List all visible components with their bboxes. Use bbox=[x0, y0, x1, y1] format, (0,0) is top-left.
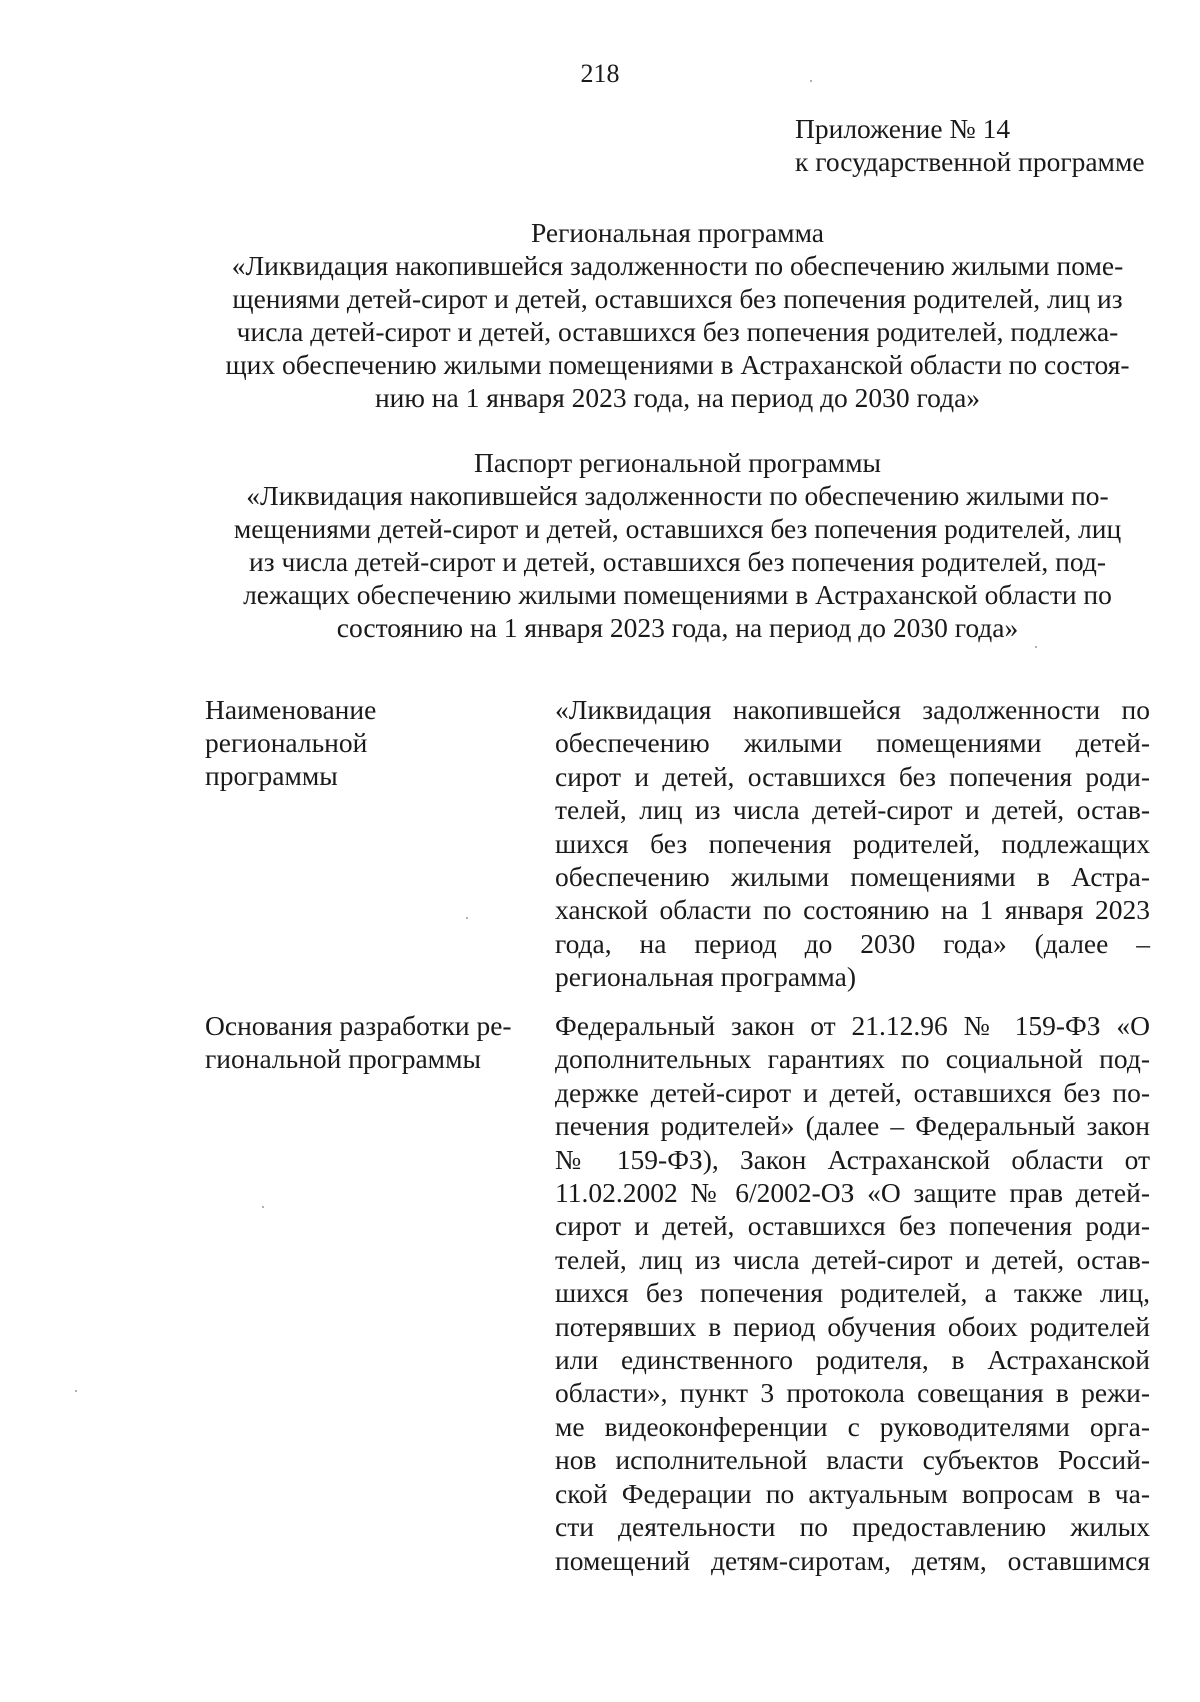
value-line: ме видеоконференции с руководителями орга- bbox=[555, 1410, 1150, 1442]
value-line: сирот и детей, оставшихся без попечения роди- bbox=[555, 1210, 1150, 1242]
value-line: региональная программа) bbox=[555, 961, 857, 993]
value-line: держке детей-сирот и детей, оставшихся без по- bbox=[555, 1076, 1150, 1108]
scan-speck bbox=[466, 917, 468, 919]
program-title bbox=[205, 216, 1150, 414]
program-title-line: нию на 1 января 2023 года, на период до 2030 года» bbox=[374, 382, 981, 413]
label-line: региональной bbox=[205, 727, 368, 758]
label-line: программы bbox=[205, 760, 338, 791]
value-line: потерявших в период обучения обоих родителей bbox=[555, 1310, 1150, 1342]
value-line: № 159-ФЗ), Закон Астраханской области от bbox=[555, 1143, 1150, 1175]
program-title-line: щениями детей-сирот и детей, оставшихся без попечения родителей, лиц из bbox=[232, 283, 1123, 314]
program-title-line: «Ликвидация накопившейся задолженности по обеспечению жилыми поме- bbox=[231, 250, 1124, 281]
scan-speck bbox=[75, 1390, 77, 1392]
value-line: печения родителей» (далее – Федеральный закон bbox=[555, 1110, 1150, 1142]
value-line: Федеральный закон от 21.12.96 № 159-ФЗ «О bbox=[555, 1010, 1150, 1041]
value-line: шихся без попечения родителей, а также лиц, bbox=[555, 1277, 1150, 1309]
program-title-line: числа детей-сирот и детей, оставшихся без попечения родителей, подлежа- bbox=[236, 316, 1119, 347]
program-title-line: щих обеспечению жилыми помещениями в Астраханской области по состоя- bbox=[225, 349, 1130, 380]
label-line: Основания разработки ре- bbox=[205, 1010, 512, 1041]
appendix-note bbox=[795, 112, 1145, 178]
scan-speck bbox=[810, 80, 812, 82]
value-line: нов исполнительной власти субъектов Россий- bbox=[555, 1444, 1150, 1476]
value-line: «Ликвидация накопившейся задолженности по bbox=[555, 694, 1150, 725]
appendix-reference: к государственной программе bbox=[795, 146, 1145, 177]
value-line: сти деятельности по предоставлению жилых bbox=[555, 1511, 1150, 1543]
passport-row-label bbox=[205, 1009, 535, 1075]
passport-title-line: «Ликвидация накопившейся задолженности по обеспечению жилыми по- bbox=[246, 480, 1109, 511]
value-line: обеспечению жилыми помещениями в Астра- bbox=[555, 861, 1150, 893]
value-line: шихся без попечения родителей, подлежащих bbox=[555, 827, 1150, 859]
page-number: 218 bbox=[580, 59, 620, 88]
passport-row-label bbox=[205, 693, 535, 792]
value-line: области», пункт 3 протокола совещания в режи- bbox=[555, 1377, 1150, 1409]
passport-title bbox=[205, 446, 1150, 644]
value-line: 11.02.2002 № 6/2002-ОЗ «О защите прав детей- bbox=[555, 1177, 1150, 1209]
value-line: сирот и детей, оставшихся без попечения роди- bbox=[555, 760, 1150, 792]
passport-title-heading: Паспорт региональной программы bbox=[474, 447, 881, 478]
passport-title-line: мещениями детей-сирот и детей, оставшихся без попечения родителей, лиц bbox=[233, 513, 1122, 544]
label-line: гиональной программы bbox=[205, 1043, 481, 1074]
value-line: телей, лиц из числа детей-сирот и детей, остав- bbox=[555, 794, 1150, 826]
value-line: года, на период до 2030 года» (далее – bbox=[555, 927, 1150, 959]
passport-row-value bbox=[555, 693, 1150, 994]
value-line: телей, лиц из числа детей-сирот и детей, остав- bbox=[555, 1243, 1150, 1275]
label-line: Наименование bbox=[205, 694, 377, 725]
value-line: помещений детям-сиротам, детям, оставшимся bbox=[555, 1544, 1150, 1576]
scan-speck bbox=[1035, 646, 1037, 648]
value-line: дополнительных гарантиях по социальной под- bbox=[555, 1043, 1150, 1075]
value-line: ской Федерации по актуальным вопросам в ча- bbox=[555, 1477, 1150, 1509]
scan-speck bbox=[262, 1206, 264, 1208]
appendix-number: Приложение № 14 bbox=[795, 113, 1011, 144]
passport-row-value bbox=[555, 1009, 1150, 1577]
passport-title-line: лежащих обеспечению жилыми помещениями в Астраханской области по bbox=[243, 579, 1112, 610]
value-line: ханской области по состоянию на 1 января 2023 bbox=[555, 894, 1150, 926]
passport-title-line: из числа детей-сирот и детей, оставшихся без попечения родителей, под- bbox=[249, 546, 1106, 577]
program-title-heading: Региональная программа bbox=[530, 217, 825, 248]
value-line: или единственного родителя, в Астраханской bbox=[555, 1344, 1150, 1376]
value-line: обеспечению жилыми помещениями детей- bbox=[555, 727, 1150, 759]
passport-title-line: состоянию на 1 января 2023 года, на период до 2030 года» bbox=[336, 612, 1019, 643]
